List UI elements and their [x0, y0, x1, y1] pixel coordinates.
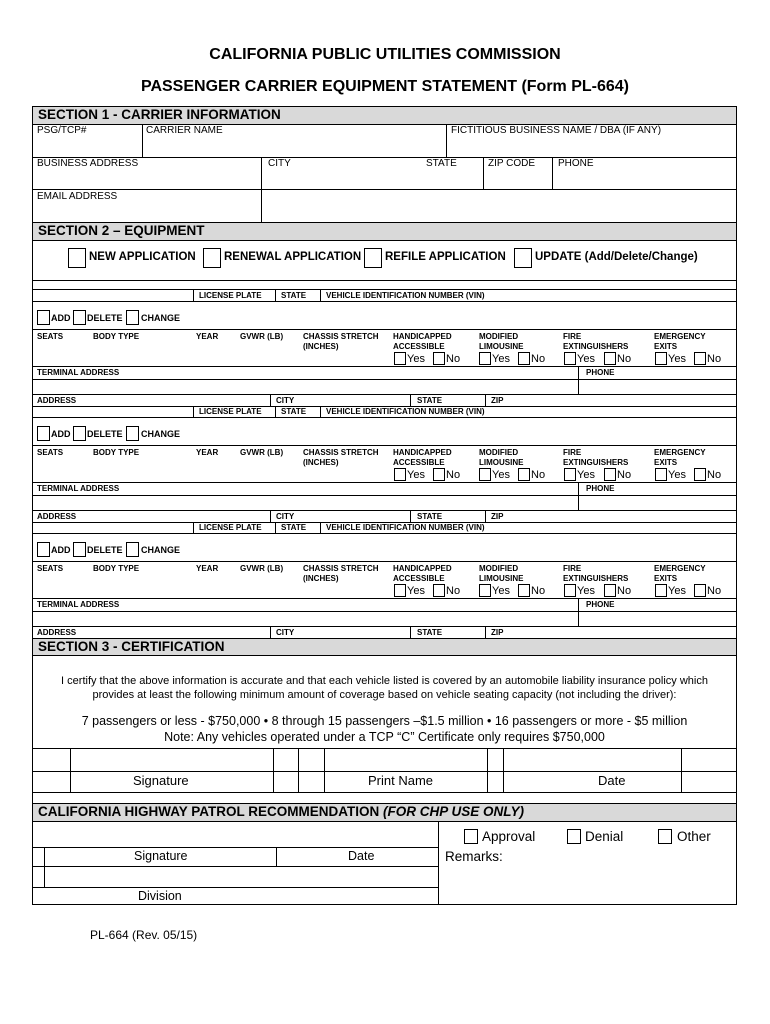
fire-extinguishers-label: EXTINGUISHERS — [563, 458, 629, 467]
chassis-stretch-field[interactable]: CHASSIS STRETCH — [303, 448, 379, 457]
yes-label: Yes — [492, 469, 510, 481]
zip-code-field[interactable]: ZIP CODE — [488, 158, 536, 169]
extinguishers-yes-checkbox[interactable] — [564, 352, 576, 365]
exits-no-checkbox[interactable] — [694, 584, 706, 597]
add-label: ADD — [51, 313, 71, 323]
divider — [487, 748, 488, 792]
chp-heading-main: CALIFORNIA HIGHWAY PATROL RECOMMENDATION — [38, 804, 384, 819]
divider — [276, 847, 277, 866]
phone-field[interactable]: PHONE — [558, 158, 594, 169]
state-field[interactable]: STATE — [417, 512, 443, 521]
handicapped-yes-checkbox[interactable] — [394, 352, 406, 365]
seats-field[interactable]: SEATS — [37, 332, 64, 341]
handicapped-label: ACCESSIBLE — [393, 342, 445, 351]
terminal-address-field[interactable]: TERMINAL ADDRESS — [37, 600, 120, 609]
emergency-exits-label: EMERGENCY — [654, 448, 706, 457]
license-plate-header: LICENSE PLATE — [199, 291, 262, 300]
chassis-stretch-unit: (INCHES) — [303, 574, 339, 583]
zip-field[interactable]: ZIP — [491, 512, 504, 521]
terminal-phone-field[interactable]: PHONE — [586, 484, 615, 493]
chassis-stretch-field[interactable]: CHASSIS STRETCH — [303, 332, 379, 341]
renewal-application-label: RENEWAL APPLICATION — [224, 251, 362, 263]
gvwr-field[interactable]: GVWR (LB) — [240, 448, 284, 457]
certification-text: provides at least the following minimum amount of coverage based on vehicle seating capacity (not including the driver): — [92, 689, 677, 701]
no-label: No — [446, 353, 461, 365]
exits-yes-checkbox[interactable] — [655, 352, 667, 365]
limousine-yes-checkbox[interactable] — [479, 352, 491, 365]
divider — [261, 157, 262, 222]
chp-signature-field[interactable]: Signature — [134, 849, 188, 863]
coverage-note: Note: Any vehicles operated under a TCP “C” Certificate only requires $750,000 — [164, 730, 605, 744]
divider — [70, 748, 71, 792]
exits-no-checkbox[interactable] — [694, 468, 706, 481]
year-field[interactable]: YEAR — [196, 448, 219, 457]
change-checkbox[interactable] — [126, 310, 139, 325]
state-header: STATE — [281, 523, 307, 532]
city-field[interactable]: CITY — [276, 628, 295, 637]
divider — [32, 748, 737, 749]
handicapped-label: ACCESSIBLE — [393, 458, 445, 467]
update-checkbox[interactable] — [514, 248, 532, 268]
limousine-no-checkbox[interactable] — [518, 352, 530, 365]
handicapped-no-checkbox[interactable] — [433, 352, 445, 365]
fire-extinguishers-label: FIRE — [563, 564, 582, 573]
fire-extinguishers-label: EXTINGUISHERS — [563, 342, 629, 351]
approval-checkbox[interactable] — [464, 829, 478, 844]
no-label: No — [707, 469, 722, 481]
approval-label: Approval — [482, 829, 536, 844]
state-header: STATE — [281, 291, 307, 300]
exits-yes-checkbox[interactable] — [655, 468, 667, 481]
state-field[interactable]: STATE — [417, 396, 443, 405]
handicapped-label: HANDICAPPED — [393, 332, 452, 341]
emergency-exits-label: EMERGENCY — [654, 332, 706, 341]
add-label: ADD — [51, 429, 71, 439]
exits-yes-checkbox[interactable] — [655, 584, 667, 597]
terminal-address-field[interactable]: TERMINAL ADDRESS — [37, 484, 120, 493]
section1-heading: SECTION 1 - CARRIER INFORMATION — [32, 106, 737, 125]
change-checkbox[interactable] — [126, 542, 139, 557]
new-application-label: NEW APPLICATION — [89, 251, 196, 263]
handicapped-yes-checkbox[interactable] — [394, 584, 406, 597]
section3-heading: SECTION 3 - CERTIFICATION — [32, 638, 737, 656]
yes-label: Yes — [492, 585, 510, 597]
divider — [32, 792, 737, 793]
modified-limo-label: LIMOUSINE — [479, 342, 524, 351]
coverage-text: 7 passengers or less - $750,000 • 8 through 15 passengers –$1.5 million • 16 passengers or more - $5 million — [81, 714, 688, 728]
divider — [32, 771, 737, 772]
no-label: No — [446, 585, 461, 597]
seats-field[interactable]: SEATS — [37, 564, 64, 573]
no-label: No — [617, 353, 632, 365]
add-label: ADD — [51, 545, 71, 555]
carrier-name-field[interactable]: CARRIER NAME — [146, 125, 223, 136]
no-label: No — [707, 585, 722, 597]
extinguishers-no-checkbox[interactable] — [604, 468, 616, 481]
modified-limo-label: LIMOUSINE — [479, 574, 524, 583]
no-label: No — [531, 353, 546, 365]
refile-application-checkbox[interactable] — [364, 248, 382, 268]
limousine-no-checkbox[interactable] — [518, 584, 530, 597]
terminal-phone-field[interactable]: PHONE — [586, 368, 615, 377]
fire-extinguishers-label: FIRE — [563, 332, 582, 341]
modified-limo-label: LIMOUSINE — [479, 458, 524, 467]
divider — [438, 822, 439, 905]
yes-label: Yes — [407, 469, 425, 481]
zip-field[interactable]: ZIP — [491, 396, 504, 405]
limousine-yes-checkbox[interactable] — [479, 468, 491, 481]
handicapped-yes-checkbox[interactable] — [394, 468, 406, 481]
yes-label: Yes — [668, 469, 686, 481]
yes-label: Yes — [577, 353, 595, 365]
year-field[interactable]: YEAR — [196, 332, 219, 341]
certification-date-field[interactable]: Date — [598, 773, 626, 788]
add-checkbox[interactable] — [37, 542, 50, 557]
add-checkbox[interactable] — [37, 310, 50, 325]
renewal-application-checkbox[interactable] — [203, 248, 221, 268]
license-plate-header: LICENSE PLATE — [199, 407, 262, 416]
form-revision: PL-664 (Rev. 05/15) — [90, 928, 198, 942]
delete-checkbox[interactable] — [73, 310, 86, 325]
terminal-address-field[interactable]: TERMINAL ADDRESS — [37, 368, 120, 377]
delete-checkbox[interactable] — [73, 426, 86, 441]
divider — [552, 157, 553, 189]
divider — [32, 189, 737, 190]
fictitious-name-field[interactable]: FICTITIOUS BUSINESS NAME / DBA (IF ANY) — [451, 125, 662, 136]
vin-header: VEHICLE IDENTIFICATION NUMBER (VIN) — [326, 523, 485, 532]
limousine-no-checkbox[interactable] — [518, 468, 530, 481]
handicapped-no-checkbox[interactable] — [433, 468, 445, 481]
no-label: No — [707, 353, 722, 365]
divider — [324, 748, 325, 792]
email-address-field[interactable]: EMAIL ADDRESS — [37, 191, 118, 202]
yes-label: Yes — [668, 585, 686, 597]
modified-limo-label: MODIFIED — [479, 448, 519, 457]
delete-label: DELETE — [87, 545, 123, 555]
divider — [298, 748, 299, 792]
fire-extinguishers-label: FIRE — [563, 448, 582, 457]
emergency-exits-label: EXITS — [654, 574, 678, 583]
fire-extinguishers-label: EXTINGUISHERS — [563, 574, 629, 583]
other-label: Other — [677, 829, 711, 844]
extinguishers-yes-checkbox[interactable] — [564, 584, 576, 597]
extinguishers-no-checkbox[interactable] — [604, 352, 616, 365]
divider — [142, 125, 143, 157]
terminal-phone-field[interactable]: PHONE — [586, 600, 615, 609]
state-header: STATE — [281, 407, 307, 416]
other-checkbox[interactable] — [658, 829, 672, 844]
yes-label: Yes — [407, 353, 425, 365]
city-field[interactable]: CITY — [268, 158, 291, 169]
yes-label: Yes — [407, 585, 425, 597]
chassis-stretch-field[interactable]: CHASSIS STRETCH — [303, 564, 379, 573]
yes-label: Yes — [577, 469, 595, 481]
seats-field[interactable]: SEATS — [37, 448, 64, 457]
exits-no-checkbox[interactable] — [694, 352, 706, 365]
body-type-field[interactable]: BODY TYPE — [93, 448, 140, 457]
update-label: UPDATE (Add/Delete/Change) — [535, 251, 698, 263]
zip-field[interactable]: ZIP — [491, 628, 504, 637]
divider — [32, 847, 438, 848]
extinguishers-no-checkbox[interactable] — [604, 584, 616, 597]
no-label: No — [617, 585, 632, 597]
license-plate-header: LICENSE PLATE — [199, 523, 262, 532]
chp-date-field[interactable]: Date — [348, 849, 375, 863]
form-title: PASSENGER CARRIER EQUIPMENT STATEMENT (Form PL-664) — [140, 78, 630, 95]
form-agency-title: CALIFORNIA PUBLIC UTILITIES COMMISSION — [209, 46, 561, 63]
address-field[interactable]: ADDRESS — [37, 628, 77, 637]
denial-checkbox[interactable] — [567, 829, 581, 844]
vin-header: VEHICLE IDENTIFICATION NUMBER (VIN) — [326, 407, 485, 416]
section2-heading: SECTION 2 – EQUIPMENT — [32, 222, 737, 241]
address-field[interactable]: ADDRESS — [37, 396, 77, 405]
certification-print-name-field[interactable]: Print Name — [368, 773, 434, 788]
vin-header: VEHICLE IDENTIFICATION NUMBER (VIN) — [326, 291, 485, 300]
gvwr-field[interactable]: GVWR (LB) — [240, 332, 284, 341]
body-type-field[interactable]: BODY TYPE — [93, 332, 140, 341]
handicapped-no-checkbox[interactable] — [433, 584, 445, 597]
certification-text: I certify that the above information is accurate and that each vehicle listed is covered by an automobile liability insurance policy which — [61, 675, 708, 687]
no-label: No — [531, 585, 546, 597]
handicapped-label: HANDICAPPED — [393, 448, 452, 457]
emergency-exits-label: EXITS — [654, 458, 678, 467]
divider — [681, 748, 682, 792]
chassis-stretch-unit: (INCHES) — [303, 458, 339, 467]
delete-checkbox[interactable] — [73, 542, 86, 557]
city-field[interactable]: CITY — [276, 396, 295, 405]
body-type-field[interactable]: BODY TYPE — [93, 564, 140, 573]
divider — [483, 157, 484, 189]
divider — [273, 748, 274, 792]
yes-label: Yes — [577, 585, 595, 597]
divider — [44, 847, 45, 887]
no-label: No — [446, 469, 461, 481]
delete-label: DELETE — [87, 429, 123, 439]
divider — [32, 280, 737, 281]
divider — [32, 887, 438, 888]
chp-heading-note: (FOR CHP USE ONLY) — [383, 804, 525, 819]
no-label: No — [617, 469, 632, 481]
new-application-checkbox[interactable] — [68, 248, 86, 268]
change-label: CHANGE — [141, 545, 181, 555]
extinguishers-yes-checkbox[interactable] — [564, 468, 576, 481]
divider — [503, 748, 504, 792]
chassis-stretch-unit: (INCHES) — [303, 342, 339, 351]
state-field[interactable]: STATE — [417, 628, 443, 637]
city-field[interactable]: CITY — [276, 512, 295, 521]
delete-label: DELETE — [87, 313, 123, 323]
business-address-field[interactable]: BUSINESS ADDRESS — [37, 158, 139, 169]
modified-limo-label: MODIFIED — [479, 564, 519, 573]
emergency-exits-label: EXITS — [654, 342, 678, 351]
emergency-exits-label: EMERGENCY — [654, 564, 706, 573]
change-label: CHANGE — [141, 429, 181, 439]
add-checkbox[interactable] — [37, 426, 50, 441]
chp-remarks-field[interactable]: Remarks: — [445, 849, 503, 864]
refile-application-label: REFILE APPLICATION — [385, 251, 506, 263]
denial-label: Denial — [585, 829, 624, 844]
yes-label: Yes — [492, 353, 510, 365]
change-checkbox[interactable] — [126, 426, 139, 441]
change-label: CHANGE — [141, 313, 181, 323]
state-field[interactable]: STATE — [426, 158, 457, 169]
divider — [32, 866, 438, 867]
psg-tcp-field[interactable]: PSG/TCP# — [37, 125, 87, 136]
no-label: No — [531, 469, 546, 481]
yes-label: Yes — [668, 353, 686, 365]
chp-division-field[interactable]: Division — [138, 889, 182, 903]
year-field[interactable]: YEAR — [196, 564, 219, 573]
address-field[interactable]: ADDRESS — [37, 512, 77, 521]
chp-heading — [32, 803, 737, 822]
handicapped-label: ACCESSIBLE — [393, 574, 445, 583]
gvwr-field[interactable]: GVWR (LB) — [240, 564, 284, 573]
limousine-yes-checkbox[interactable] — [479, 584, 491, 597]
handicapped-label: HANDICAPPED — [393, 564, 452, 573]
certification-signature-field[interactable]: Signature — [133, 773, 189, 788]
modified-limo-label: MODIFIED — [479, 332, 519, 341]
divider — [446, 125, 447, 157]
